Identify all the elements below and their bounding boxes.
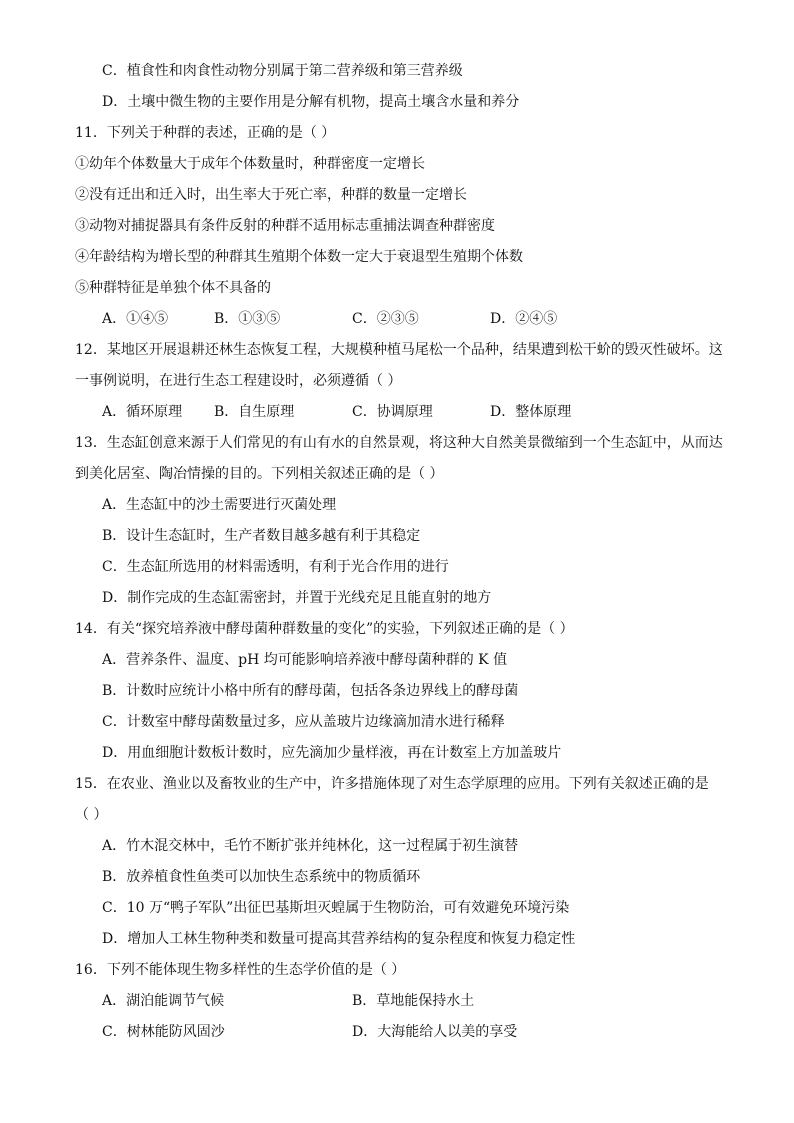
- q11-stem: 11．下列关于种群的表述，正确的是（ ）: [75, 125, 336, 141]
- q15-option-a: A．竹木混交林中，毛竹不断扩张并纯林化，这一过程属于初生演替: [102, 838, 519, 854]
- q16-option-b: B．草地能保持水土: [352, 993, 475, 1009]
- q14-option-d: D．用血细胞计数板计数时，应先滴加少量样液，再在计数室上方加盖玻片: [102, 745, 562, 761]
- q11-statement-1: ①幼年个体数量大于成年个体数量时，种群密度一定增长: [75, 156, 425, 172]
- q12-options: [75, 397, 725, 428]
- q14-stem: 14．有关“探究培养液中酵母菌种群数量的变化”的实验，下列叙述正确的是（ ）: [75, 621, 574, 637]
- q15-stem-line2: （ ）: [75, 807, 108, 823]
- q12-option-b: B．自生原理: [214, 404, 295, 420]
- q16-stem: 16．下列不能体现生物多样性的生态学价值的是（ ）: [75, 962, 406, 978]
- q11-statement-3: ③动物对捕捉器具有条件反射的种群不适用标志重捕法调查种群密度: [75, 218, 495, 234]
- q13-option-a: A．生态缸中的沙土需要进行灭菌处理: [102, 497, 337, 513]
- q16-options-row1: [75, 986, 725, 1017]
- q16-option-d: D．大海能给人以美的享受: [352, 1024, 518, 1040]
- q13-option-c: C．生态缸所选用的材料需透明，有利于光合作用的进行: [102, 559, 449, 575]
- q12-option-c: C．协调原理: [352, 404, 433, 420]
- q15-option-c: C．10 万“鸭子军队”出征巴基斯坦灭蝗属于生物防治，可有效避免环境污染: [102, 900, 570, 916]
- q11-option-a: A．①④⑤: [102, 311, 169, 327]
- q16-options-row2: [75, 1017, 725, 1048]
- q11-options: [75, 304, 725, 335]
- q16-option-c: C．树林能防风固沙: [102, 1024, 225, 1040]
- q16-option-a: A．湖泊能调节气候: [102, 993, 225, 1009]
- q14-option-b: B．计数时应统计小格中所有的酵母菌，包括各条边界线上的酵母菌: [102, 683, 519, 699]
- q15-option-b: B．放养植食性鱼类可以加快生态系统中的物质循环: [102, 869, 421, 885]
- q10-option-d: D．土壤中微生物的主要作用是分解有机物，提高土壤含水量和养分: [102, 94, 520, 110]
- q14-option-c: C．计数室中酵母菌数量过多，应从盖玻片边缘滴加清水进行稀释: [102, 714, 505, 730]
- q13-option-b: B．设计生态缸时，生产者数目越多越有利于其稳定: [102, 528, 421, 544]
- q13-stem-line2: 到美化居室、陶冶情操的目的。下列相关叙述正确的是（ ）: [75, 466, 444, 482]
- q11-statement-4: ④年龄结构为增长型的种群其生殖期个体数一定大于衰退型生殖期个体数: [75, 249, 523, 265]
- q11-option-d: D．②④⑤: [490, 311, 558, 327]
- page-content: [75, 56, 725, 1048]
- q15-stem-line1: 15．在农业、渔业以及畜牧业的生产中，许多措施体现了对生态学原理的应用。下列有关叙述正确的是: [75, 776, 709, 792]
- q11-statement-2: ②没有迁出和迁入时，出生率大于死亡率，种群的数量一定增长: [75, 187, 467, 203]
- q10-option-c: C．植食性和肉食性动物分别属于第二营养级和第三营养级: [102, 63, 463, 79]
- q12-option-d: D．整体原理: [490, 404, 572, 420]
- q14-option-a: A．营养条件、温度、pH 均可能影响培养液中酵母菌种群的 K 值: [102, 652, 508, 668]
- q15-option-d: D．增加人工林生物种类和数量可提高其营养结构的复杂程度和恢复力稳定性: [102, 931, 576, 947]
- q12-option-a: A．循环原理: [102, 404, 183, 420]
- q12-stem-line1: 12．某地区开展退耕还林生态恢复工程，大规模种植马尾松一个品种，结果遭到松干蚧的毁灭性破坏。这: [75, 342, 723, 358]
- q13-option-d: D．制作完成的生态缸需密封，并置于光线充足且能直射的地方: [102, 590, 492, 606]
- q11-option-c: C．②③⑤: [352, 311, 419, 327]
- q11-option-b: B．①③⑤: [214, 311, 281, 327]
- q11-statement-5: ⑤种群特征是单独个体不具备的: [75, 280, 271, 296]
- q13-stem-line1: 13．生态缸创意来源于人们常见的有山有水的自然景观，将这种大自然美景微缩到一个生态缸中，从而达: [75, 435, 723, 451]
- q12-stem-line2: 一事例说明，在进行生态工程建设时，必须遵循（ ）: [75, 373, 402, 389]
